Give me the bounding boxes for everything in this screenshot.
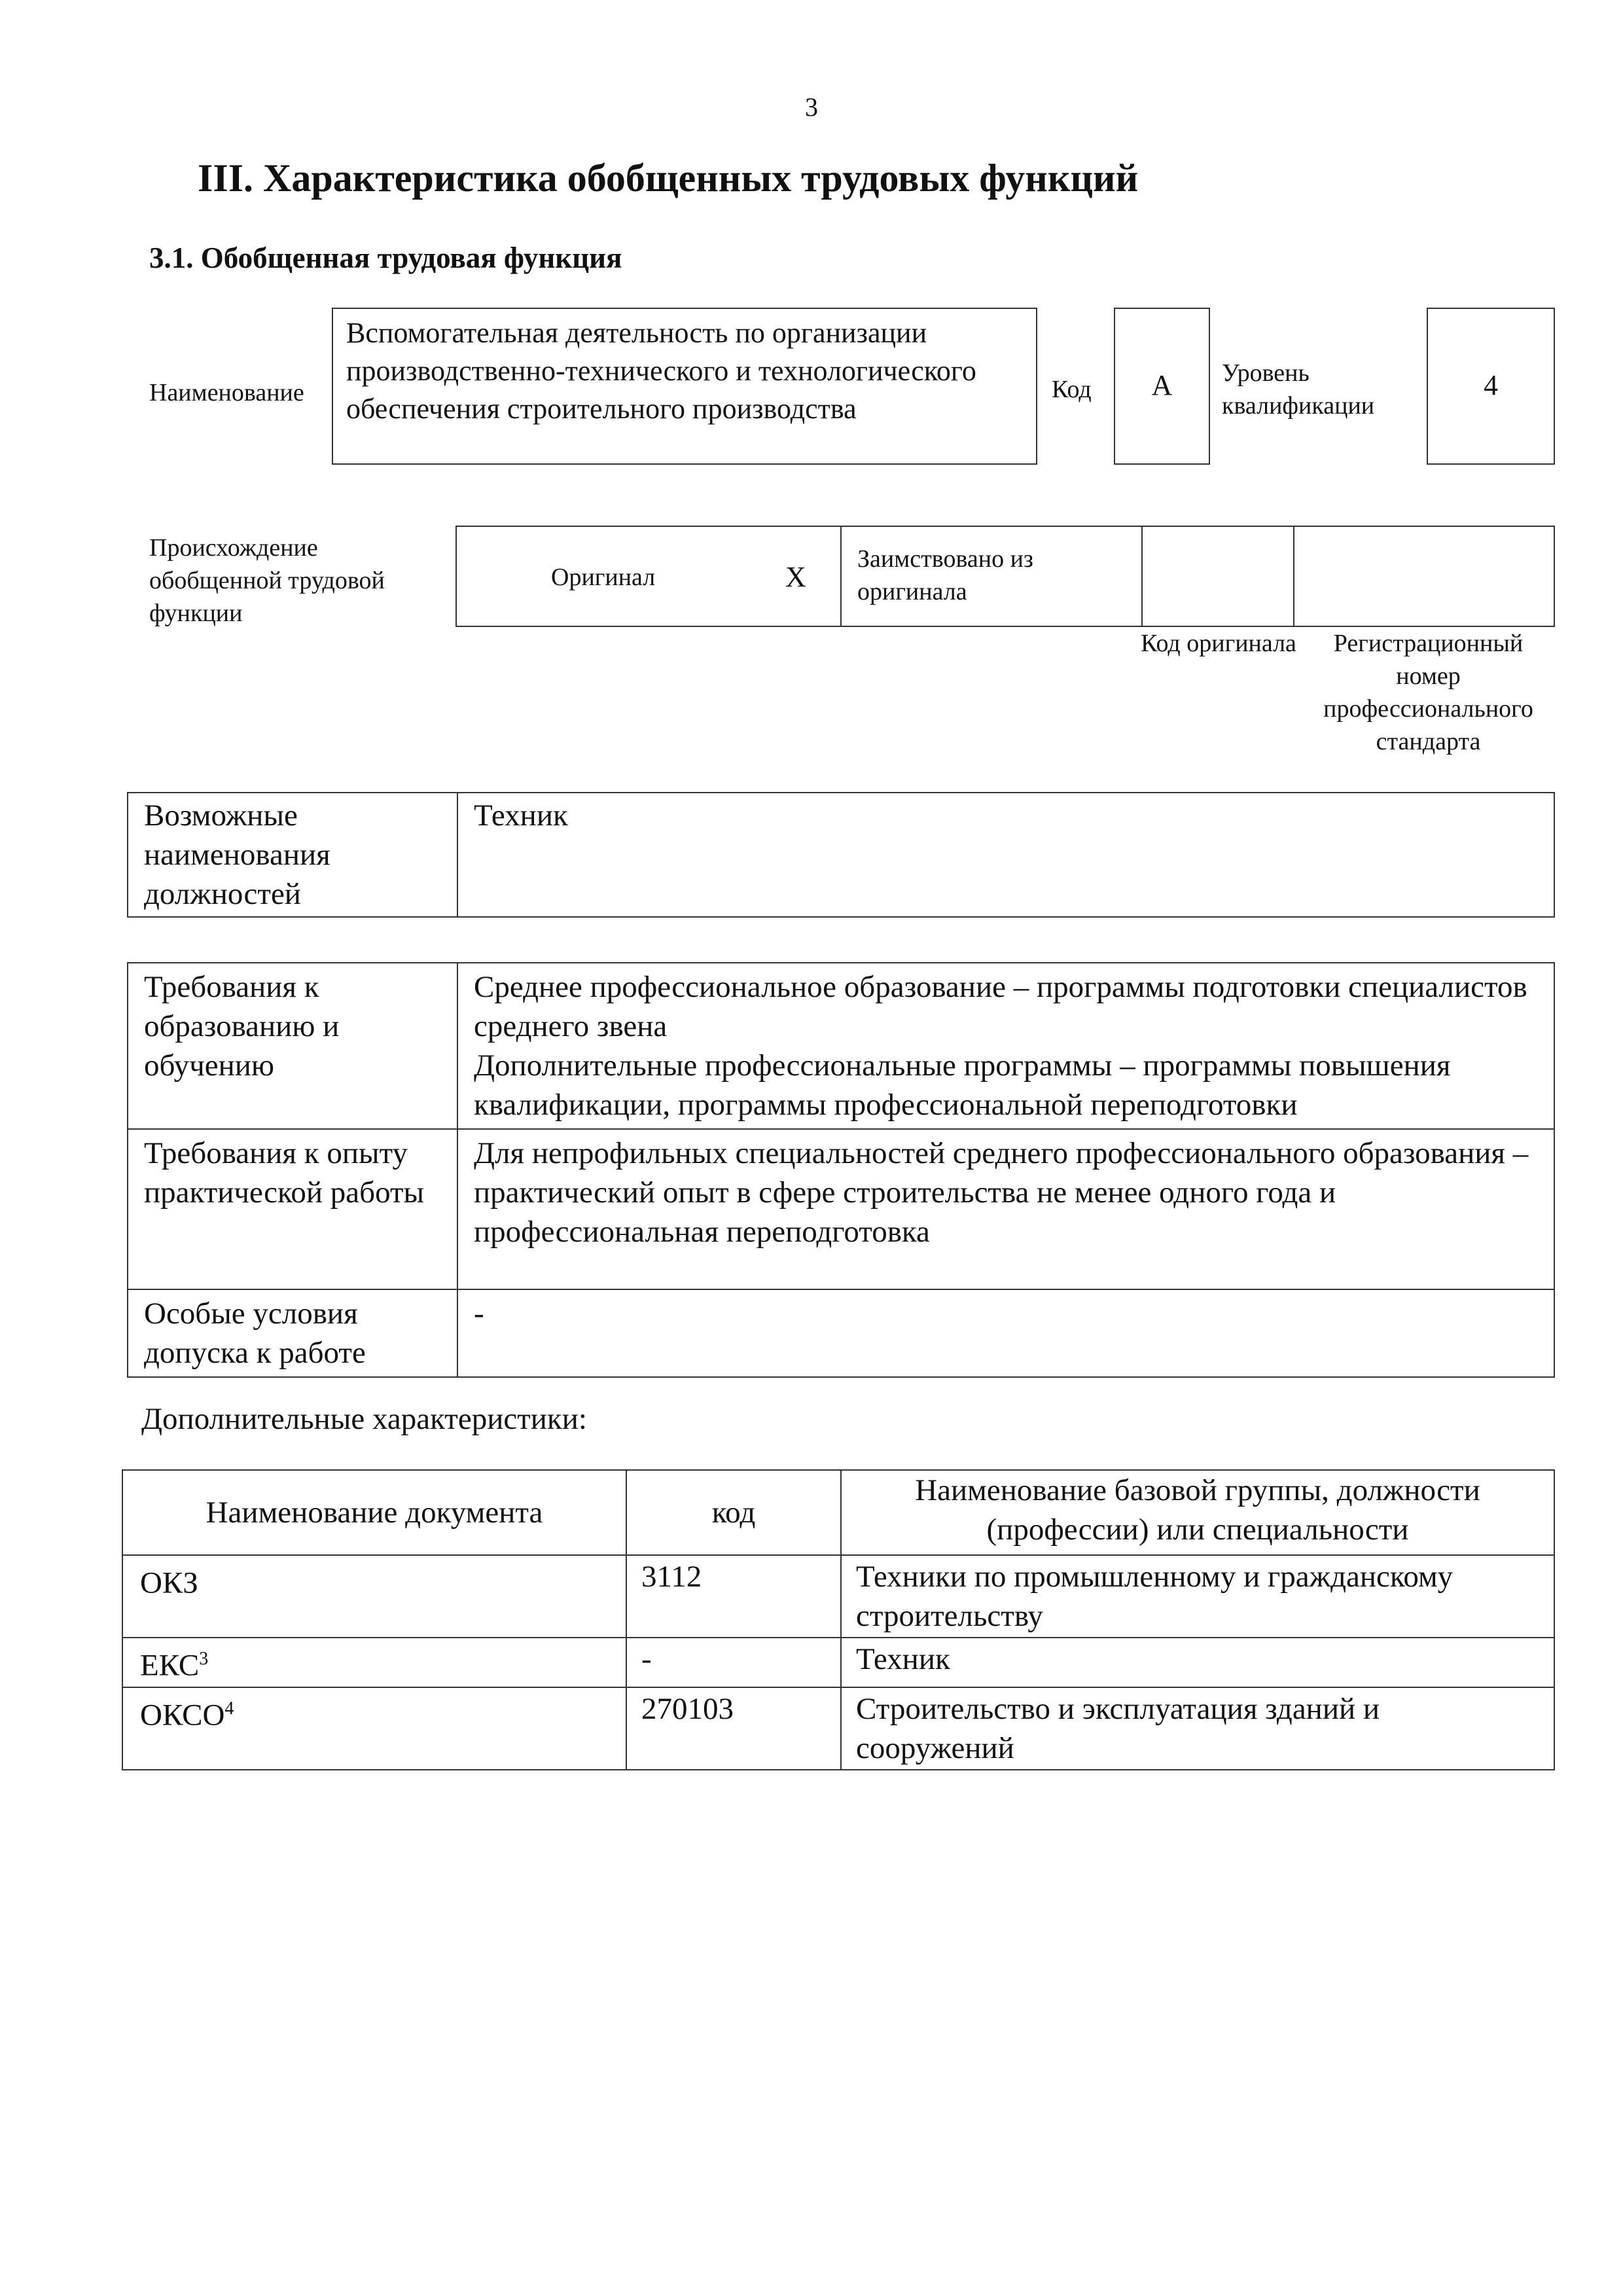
row-doc <box>122 1687 626 1770</box>
additional-table <box>122 1469 1555 1770</box>
col-header-code: код <box>626 1470 841 1555</box>
requirements-table <box>127 962 1555 1378</box>
row-code: 270103 <box>626 1687 841 1770</box>
level-label: Уровень квалификации <box>1222 359 1375 420</box>
origin-label: Происхождение обобщенной трудовой функции <box>149 534 385 627</box>
row-doc <box>122 1638 626 1687</box>
name-label: Наименование <box>149 379 304 406</box>
table-row <box>122 1687 1554 1770</box>
table-row <box>122 1638 1554 1687</box>
origin-divider-3 <box>1293 527 1294 626</box>
req-education-line-2: Дополнительные профессиональные программы – программы повышения квалификации, программы профессиональной переподготовки <box>474 1049 1451 1122</box>
positions-label: Возможные наименования должностей <box>128 793 457 917</box>
original-mark: Х <box>785 561 806 593</box>
row-doc-text: ОКСО <box>140 1698 225 1732</box>
col-header-name: Наименование базовой группы, должности (профессии) или специальности <box>841 1470 1554 1555</box>
req-education-line-1: Среднее профессиональное образование – программы подготовки специалистов среднего звена <box>474 970 1527 1043</box>
page-number: 3 <box>805 92 818 122</box>
level-value: 4 <box>1484 369 1498 401</box>
row-doc-footnote: 4 <box>224 1698 234 1719</box>
req-conditions-label: Особые условия допуска к работе <box>128 1289 457 1377</box>
row-name: Техники по промышленному и гражданскому строительству <box>841 1555 1554 1638</box>
req-experience-label: Требования к опыту практической работы <box>128 1129 457 1289</box>
table-row <box>122 1555 1554 1638</box>
row-doc-text: ЕКС <box>140 1648 200 1683</box>
name-value: Вспомогательная деятельность по организации производственно-технического и технологического обеспечения строительного производства <box>346 317 976 425</box>
name-value-box <box>332 308 1037 465</box>
registration-caption: Регистрационный номер профессионального стандарта <box>1323 630 1533 755</box>
row-code: - <box>626 1638 841 1687</box>
req-experience-value: Для непрофильных специальностей среднего профессионального образования – практический опыт в сфере строительства не менее одного года и профессиональная переподготовка <box>457 1129 1554 1289</box>
borrowed-label: Заимствовано из оригинала <box>857 545 1033 605</box>
original-code-caption: Код оригинала <box>1141 630 1296 657</box>
origin-divider-1 <box>840 527 842 626</box>
additional-title: Дополнительные характеристики: <box>141 1402 587 1436</box>
row-name: Техник <box>841 1638 1554 1687</box>
req-conditions-value: - <box>457 1289 1554 1377</box>
original-label: Оригинал <box>551 564 656 591</box>
positions-value: Техник <box>457 793 1554 917</box>
level-value-box <box>1427 308 1555 465</box>
req-education-label: Требования к образованию и обучению <box>128 963 457 1129</box>
row-doc <box>122 1555 626 1638</box>
code-value-box <box>1114 308 1210 465</box>
section-title: III. Характеристика обобщенных трудовых функций <box>198 156 1139 200</box>
row-name: Строительство и эксплуатация зданий и сооружений <box>841 1687 1554 1770</box>
row-doc-text: ОКЗ <box>140 1566 198 1600</box>
row-doc-footnote: 3 <box>199 1649 209 1669</box>
positions-table <box>127 792 1555 918</box>
origin-box <box>455 526 1555 627</box>
subsection-title: 3.1. Обобщенная трудовая функция <box>149 242 622 274</box>
origin-divider-2 <box>1141 527 1143 626</box>
code-label: Код <box>1052 376 1092 403</box>
req-education-value <box>457 963 1554 1129</box>
col-header-document: Наименование документа <box>122 1470 626 1555</box>
code-value: А <box>1151 369 1173 401</box>
row-code: 3112 <box>626 1555 841 1638</box>
